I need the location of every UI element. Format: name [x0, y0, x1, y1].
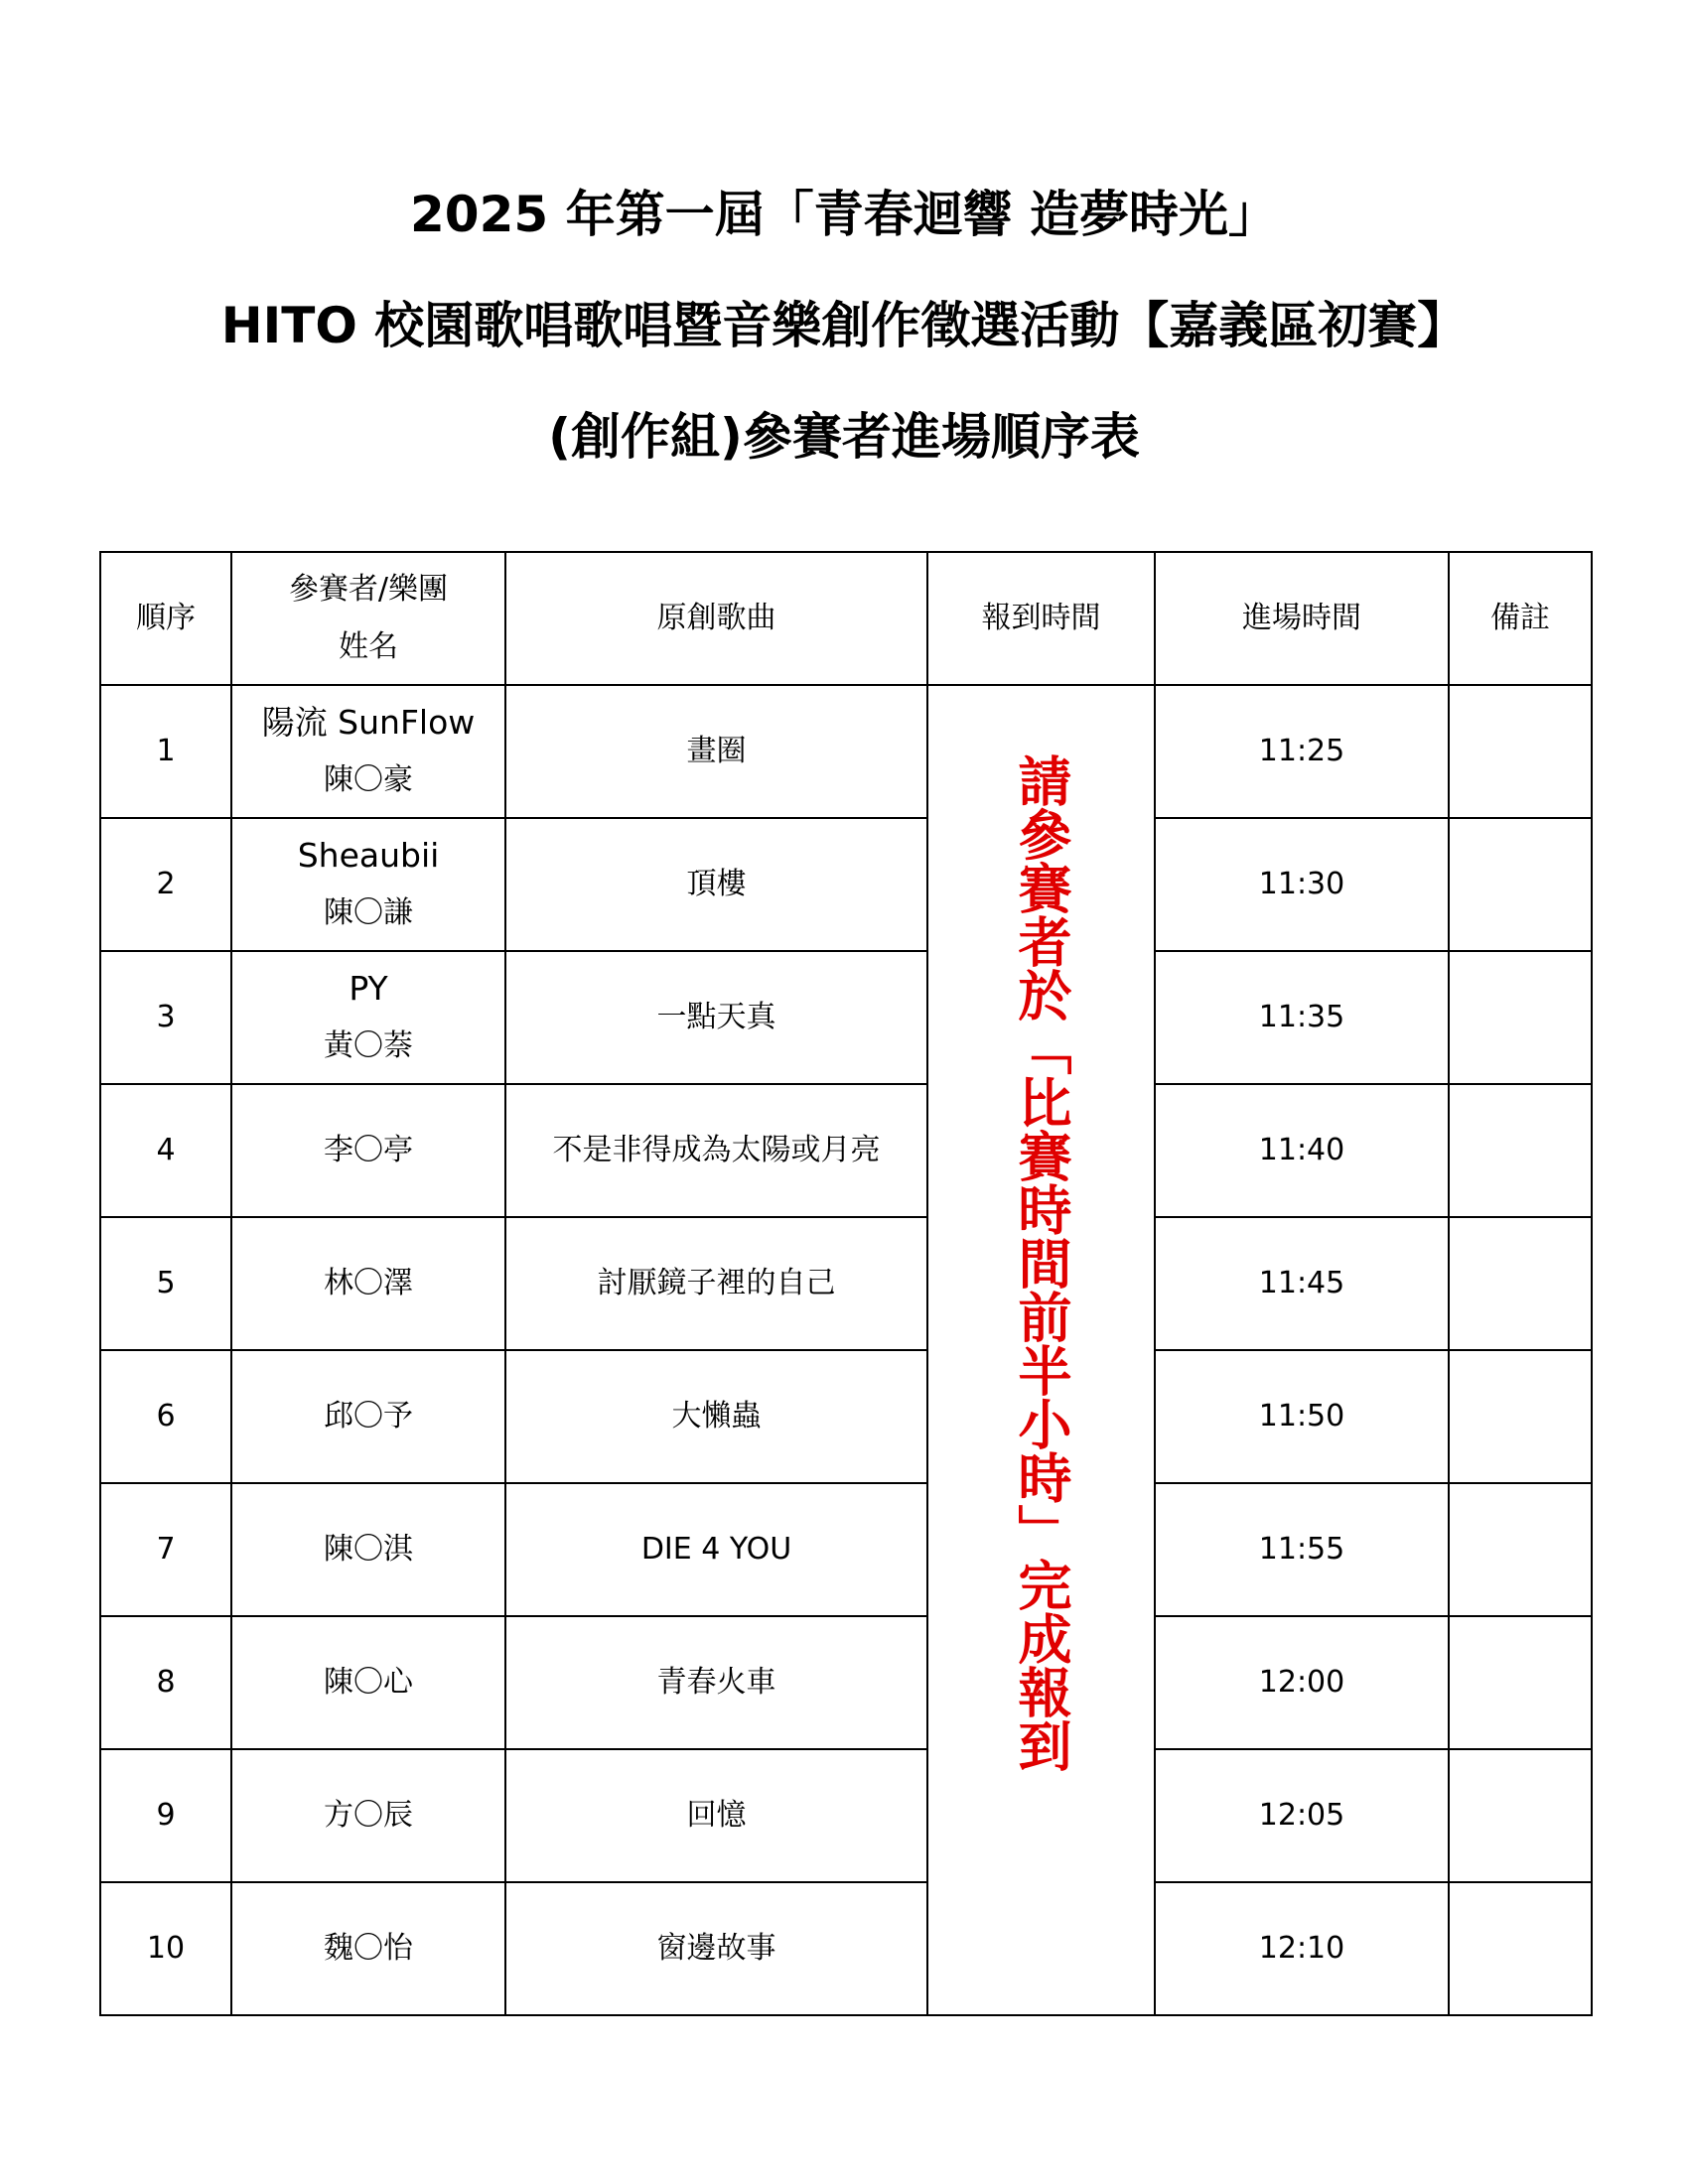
table-row	[100, 1217, 1592, 1350]
header-remarks: 備註	[1449, 552, 1592, 685]
remarks-cell	[1449, 685, 1592, 818]
participant-name: 陳〇心	[231, 1616, 505, 1749]
song-cell: 青春火車	[505, 1616, 927, 1749]
participant-name: 陳〇淇	[231, 1483, 505, 1616]
remarks-cell	[1449, 1483, 1592, 1616]
schedule-table	[99, 551, 1593, 2016]
participant-name: 李〇亭	[231, 1084, 505, 1217]
entry-time-cell: 11:55	[1155, 1483, 1449, 1616]
participant-name: 邱〇予	[231, 1350, 505, 1483]
header-row	[100, 552, 1592, 685]
band-name: 陽流 SunFlow	[261, 703, 476, 742]
participant-name: 陳〇謙	[324, 895, 413, 930]
remarks-cell	[1449, 951, 1592, 1084]
band-name: Sheaubii	[297, 836, 440, 875]
remarks-cell	[1449, 1084, 1592, 1217]
participant-cell	[231, 951, 505, 1084]
participant-name: 黃〇萘	[324, 1028, 413, 1063]
header-song: 原創歌曲	[505, 552, 927, 685]
table-row	[100, 1616, 1592, 1749]
song-cell: DIE 4 YOU	[505, 1483, 927, 1616]
song-cell: 回憶	[505, 1749, 927, 1882]
participant-name: 陳〇豪	[324, 762, 413, 797]
remarks-cell	[1449, 1616, 1592, 1749]
table-row	[100, 951, 1592, 1084]
order-cell: 2	[100, 818, 231, 951]
song-cell: 討厭鏡子裡的自己	[505, 1217, 927, 1350]
entry-time-cell: 11:25	[1155, 685, 1449, 818]
order-cell: 8	[100, 1616, 231, 1749]
band-name: PY	[349, 969, 388, 1008]
order-cell: 3	[100, 951, 231, 1084]
checkin-notice: 請參賽者於「比賽時間前半小時」完成報到	[1010, 753, 1072, 1772]
song-cell: 一點天真	[505, 951, 927, 1084]
table-row	[100, 1749, 1592, 1882]
order-cell: 7	[100, 1483, 231, 1616]
title-line-2: HITO 校園歌唱歌唱暨音樂創作徵選活動【嘉義區初賽】	[220, 297, 1468, 354]
order-cell: 10	[100, 1882, 231, 2015]
header-participant-line2: 姓名	[339, 629, 398, 664]
header-participant-line1: 參賽者/樂團	[288, 572, 449, 607]
title-line-1: 2025 年第一屆「青春迴響 造夢時光」	[410, 186, 1278, 243]
order-cell: 5	[100, 1217, 231, 1350]
song-cell: 畫圈	[505, 685, 927, 818]
entry-time-cell: 12:05	[1155, 1749, 1449, 1882]
order-cell: 4	[100, 1084, 231, 1217]
remarks-cell	[1449, 1217, 1592, 1350]
table-row	[100, 1350, 1592, 1483]
participant-cell	[231, 685, 505, 818]
table-row	[100, 818, 1592, 951]
song-cell: 大懶蟲	[505, 1350, 927, 1483]
participant-cell	[231, 818, 505, 951]
header-checkin: 報到時間	[927, 552, 1155, 685]
table-row	[100, 1084, 1592, 1217]
entry-time-cell: 11:30	[1155, 818, 1449, 951]
remarks-cell	[1449, 1749, 1592, 1882]
header-order: 順序	[100, 552, 231, 685]
song-cell: 窗邊故事	[505, 1882, 927, 2015]
entry-time-cell: 12:00	[1155, 1616, 1449, 1749]
song-cell: 不是非得成為太陽或月亮	[505, 1084, 927, 1217]
order-cell: 9	[100, 1749, 231, 1882]
entry-time-cell: 11:35	[1155, 951, 1449, 1084]
header-participant	[231, 552, 505, 685]
remarks-cell	[1449, 818, 1592, 951]
header-entry: 進場時間	[1155, 552, 1449, 685]
order-cell: 6	[100, 1350, 231, 1483]
table-row	[100, 1483, 1592, 1616]
table-row	[100, 1882, 1592, 2015]
order-cell: 1	[100, 685, 231, 818]
entry-time-cell: 11:50	[1155, 1350, 1449, 1483]
remarks-cell	[1449, 1350, 1592, 1483]
entry-time-cell: 11:40	[1155, 1084, 1449, 1217]
table-row	[100, 685, 1592, 818]
participant-name: 魏〇怡	[231, 1882, 505, 2015]
remarks-cell	[1449, 1882, 1592, 2015]
entry-time-cell: 11:45	[1155, 1217, 1449, 1350]
participant-name: 林〇澤	[231, 1217, 505, 1350]
title-line-3: (創作組)參賽者進場順序表	[548, 408, 1140, 466]
song-cell: 頂樓	[505, 818, 927, 951]
checkin-cell	[927, 685, 1155, 2015]
participant-name: 方〇辰	[231, 1749, 505, 1882]
entry-time-cell: 12:10	[1155, 1882, 1449, 2015]
